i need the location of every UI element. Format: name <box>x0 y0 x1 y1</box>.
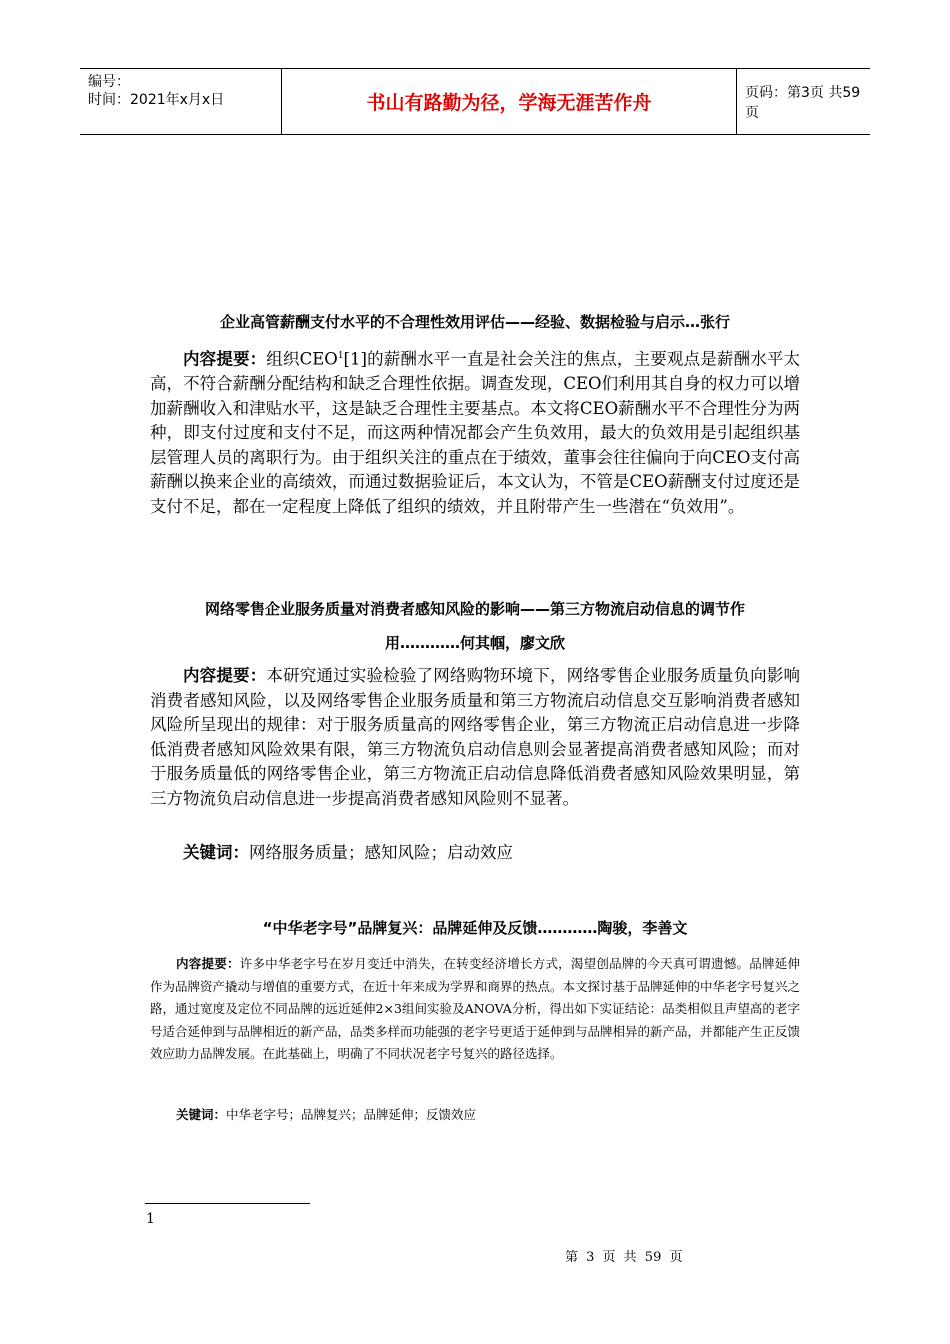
article1-abstract-text-a: 组织CEO <box>266 349 338 369</box>
header-motto: 书山有路勤为径，学海无涯苦作舟 <box>282 69 737 134</box>
article3-keywords-text: 中华老字号；品牌复兴；品牌延伸；反馈效应 <box>226 1107 477 1122</box>
article2-abstract-text: 本研究通过实验检验了网络购物环境下，网络零售企业服务质量负向影响消费者感知风险，以及网络零售企业服务质量和第三方物流启动信息交互影响消费者感知风险所呈现出的规律：对于服务质量高的网络零售企业，第三方物流正启动信息进一步降低消费者感知风险效果有限，第三方物流负启动信息则会显著提高消费者感知风险；而对于服务质量低的网络零售企业，第三方物流正启动信息降低消费者感知风险效果明显，第三方物流负启动信息进一步提高消费者感知风险则不显著。 <box>150 666 801 808</box>
article2-title-line2: 用…………何其帼，廖文欣 <box>384 634 565 652</box>
footnote-divider <box>145 1203 310 1204</box>
header-meta <box>80 69 282 134</box>
article3-abstract-text: 许多中华老字号在岁月变迁中消失，在转变经济增长方式，渴望创品牌的今天真可谓遗憾。品牌延伸作为品牌资产撬动与增值的重要方式，在近十年来成为学界和商界的热点。本文探讨基于品牌延伸的中华老字号复兴之路，通过宽度及定位不同品牌的远近延伸2×3组间实验及ANOVA分析，得出如下实证结论：品类相似且声望高的老字号适合延伸到与品牌相近的新产品，品类多样而功能强的老字号更适于延伸到与品牌相异的新产品，并都能产生正反馈效应助力品牌发展。在此基础上，明确了不同状况老字号复兴的路径选择。 <box>150 956 801 1061</box>
article2-abstract <box>150 664 800 811</box>
article1-abstract-text-b: [1]的薪酬水平一直是社会关注的焦点，主要观点是薪酬水平太高，不符合薪酬分配结构和缺乏合理性依据。调查发现，CEO们利用其自身的权力可以增加薪酬收入和津贴水平，这是缺乏合理性主要基点。本文将CEO薪酬水平不合理性分为两种，即支付过度和支付不足，而这两种情况都会产生负效用，最大的负效用是引起组织基层管理人员的离职行为。由于组织关注的重点在于绩效，董事会往往偏向于向CEO支付高薪酬以换来企业的高绩效，而通过数据验证后，本文认为，不管是CEO薪酬支付过度还是支付不足，都在一定程度上降低了组织的绩效，并且附带产生一些潜在“负效用”。 <box>150 349 801 516</box>
article3-abstract-label: 内容提要： <box>176 956 240 971</box>
article2-title-line1: 网络零售企业服务质量对消费者感知风险的影响——第三方物流启动信息的调节作 <box>204 600 745 618</box>
footnote-number: 1 <box>146 1211 155 1227</box>
page-header <box>80 68 870 135</box>
header-date: 时间：2021年x月x日 <box>88 92 225 108</box>
article2-abstract-label: 内容提要： <box>183 666 267 685</box>
header-page: 页码：第3页 共59页 <box>745 84 861 121</box>
header-number: 编号： <box>88 74 130 90</box>
footnote-ref[interactable]: 1 <box>337 351 344 361</box>
article3-abstract <box>150 953 800 1066</box>
article2-keywords-text: 网络服务质量；感知风险；启动效应 <box>249 843 513 862</box>
article3-keywords-label: 关键词： <box>176 1107 227 1122</box>
article3-title: “中华老字号”品牌复兴：品牌延伸及反馈…………陶骏，李善文 <box>262 919 688 937</box>
article1-title: 企业高管薪酬支付水平的不合理性效用评估——经验、数据检验与启示…张行 <box>219 313 730 331</box>
article3-keywords <box>150 1104 800 1127</box>
page-footer: 第 3 页 共 59 页 <box>565 1250 683 1265</box>
article1-abstract <box>150 344 800 519</box>
article1-abstract-label: 内容提要： <box>183 349 267 369</box>
article2-keywords-label: 关键词： <box>183 843 249 862</box>
article2-keywords <box>150 841 800 866</box>
